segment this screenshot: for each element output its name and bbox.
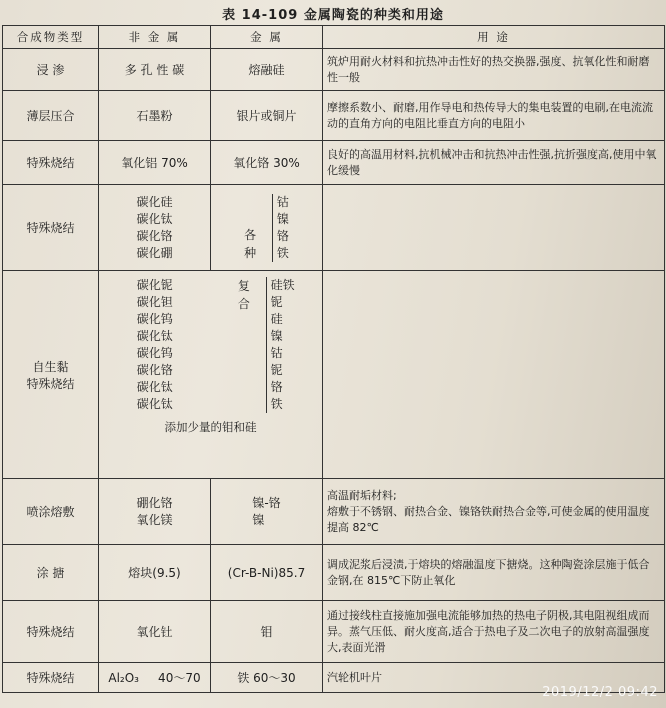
nonmetal-metal-cell [99, 271, 323, 479]
metal-item: 铬 [276, 228, 289, 243]
type-cell: 特殊烧结 [3, 185, 99, 271]
type-cell: 喷涂熔敷 [3, 479, 99, 545]
nonmetal-item: 碳化铬 [136, 228, 173, 243]
nonmetal-item: 硼化铬 [136, 495, 173, 510]
metal-item: 铁 [276, 245, 289, 260]
metal-item: 镍 [270, 329, 283, 343]
header-type: 合成物类型 [3, 26, 99, 49]
metal-item: 硅 [270, 312, 283, 326]
metal-item: 铌 [270, 295, 283, 309]
nonmetal-item: 碳化钛 [136, 397, 173, 411]
use-cell [323, 271, 665, 479]
table-row [3, 271, 665, 479]
table-row [3, 141, 665, 185]
cermet-table [2, 25, 665, 693]
type-cell: 浸 渗 [3, 49, 99, 91]
header-metal: 金 属 [211, 26, 323, 49]
metal-cell: 钼 [211, 601, 323, 663]
metal-item: 铬 [270, 380, 283, 394]
use-cell [323, 185, 665, 271]
use-cell: 汽轮机叶片 [323, 663, 665, 693]
nonmetal-item: 氧化镁 [136, 512, 173, 527]
metal-item: 铁 [270, 397, 283, 411]
metal-item: 镍-铬 [252, 495, 281, 510]
table-row [3, 185, 665, 271]
metal-item: 铌 [270, 363, 283, 377]
type-cell: 特殊烧结 [3, 601, 99, 663]
nonmetal-item: 碳化硼 [136, 245, 173, 260]
nonmetal-item: 碳化钛 [136, 211, 173, 226]
nonmetal-item: 碳化铌 [136, 278, 173, 292]
metal-cell: (Cr-B-Ni)85.7 [211, 545, 323, 601]
header-row [3, 26, 665, 49]
metal-cell: 铁 60～30 [211, 663, 323, 693]
nonmetal-item: 碳化钛 [136, 329, 173, 343]
use-cell: 调成泥浆后浸渍,于熔块的熔融温度下搪烧。这种陶瓷涂层施于低合金钢,在 815℃下防止氧化 [323, 545, 665, 601]
nonmetal-item: 碳化钨 [136, 312, 173, 326]
use-cell: 良好的高温用材料,抗机械冲击和抗热冲击性强,抗折强度高,使用中氧化缓慢 [323, 141, 665, 185]
nonmetal-cell: 石墨粉 [99, 91, 211, 141]
use-cell: 高温耐垢材料; 熔敷于不锈钢、耐热合金、镍铬铁耐热合金等,可使金属的使用温度提高 82℃ [323, 479, 665, 545]
nonmetal-item: 碳化钽 [136, 295, 173, 309]
header-nonmetal: 非 金 属 [99, 26, 211, 49]
bracket-label: 合 [237, 297, 250, 311]
nonmetal-cell: 氧化钍 [99, 601, 211, 663]
type-cell: 涂 搪 [3, 545, 99, 601]
bracket-label: 各 [244, 227, 257, 242]
table-row [3, 49, 665, 91]
use-cell: 通过接线柱直接施加强电流能够加热的热电子阴极,其电阻视组成而异。蒸气压低、耐火度高,适合于热电子及二次电子的放射高温强度大,表面光滑 [323, 601, 665, 663]
nonmetal-cell: 多 孔 性 碳 [99, 49, 211, 91]
table-row [3, 601, 665, 663]
table-row [3, 479, 665, 545]
metal-item: 镍 [276, 211, 289, 226]
type-cell: 特殊烧结 [3, 663, 99, 693]
nonmetal-item: 碳化铬 [136, 363, 173, 377]
nonmetal-cell: 氧化铝 70% [99, 141, 211, 185]
metal-item: 钴 [270, 346, 283, 360]
use-cell: 摩擦系数小、耐磨,用作导电和热传导大的集电装置的电刷,在电流流动的直角方向的电阻比垂直方向的电阻小 [323, 91, 665, 141]
photo-timestamp: 2019/12/2 09:42 [542, 685, 658, 700]
metal-item: 硅铁 [270, 278, 295, 292]
type-cell: 薄层压合 [3, 91, 99, 141]
table-row [3, 545, 665, 601]
metal-cell: 银片或铜片 [211, 91, 323, 141]
metal-list-cell [211, 185, 323, 271]
nonmetal-cell: 熔块(9.5) [99, 545, 211, 601]
bracket-label: 复 [237, 279, 250, 293]
metal-cell: 氧化铬 30% [211, 141, 323, 185]
nonmetal-cell: Al₂O₃ 40～70 [99, 663, 211, 693]
nonmetal-list-cell [99, 185, 211, 271]
bracket-label: 种 [244, 245, 257, 260]
additive-note: 添加少量的钼和硅 [164, 420, 257, 434]
type-cell: 自生黏 特殊烧结 [3, 271, 99, 479]
metal-item: 钴 [276, 194, 289, 209]
metal-item: 镍 [252, 512, 265, 527]
type-cell: 特殊烧结 [3, 141, 99, 185]
nonmetal-item: 碳化硅 [136, 194, 173, 209]
nonmetal-item: 碳化钨 [136, 346, 173, 360]
table-title: 表 14-109 金属陶瓷的种类和用途 [222, 8, 444, 23]
metal-cell: 熔融硅 [211, 49, 323, 91]
metal-list-cell [211, 479, 323, 545]
use-cell: 筑炉用耐火材料和抗热冲击性好的热交换器,强度、抗氧化性和耐磨性一般 [323, 49, 665, 91]
table-row [3, 91, 665, 141]
nonmetal-list-cell [99, 479, 211, 545]
header-use: 用 途 [323, 26, 665, 49]
nonmetal-item: 碳化钛 [136, 380, 173, 394]
